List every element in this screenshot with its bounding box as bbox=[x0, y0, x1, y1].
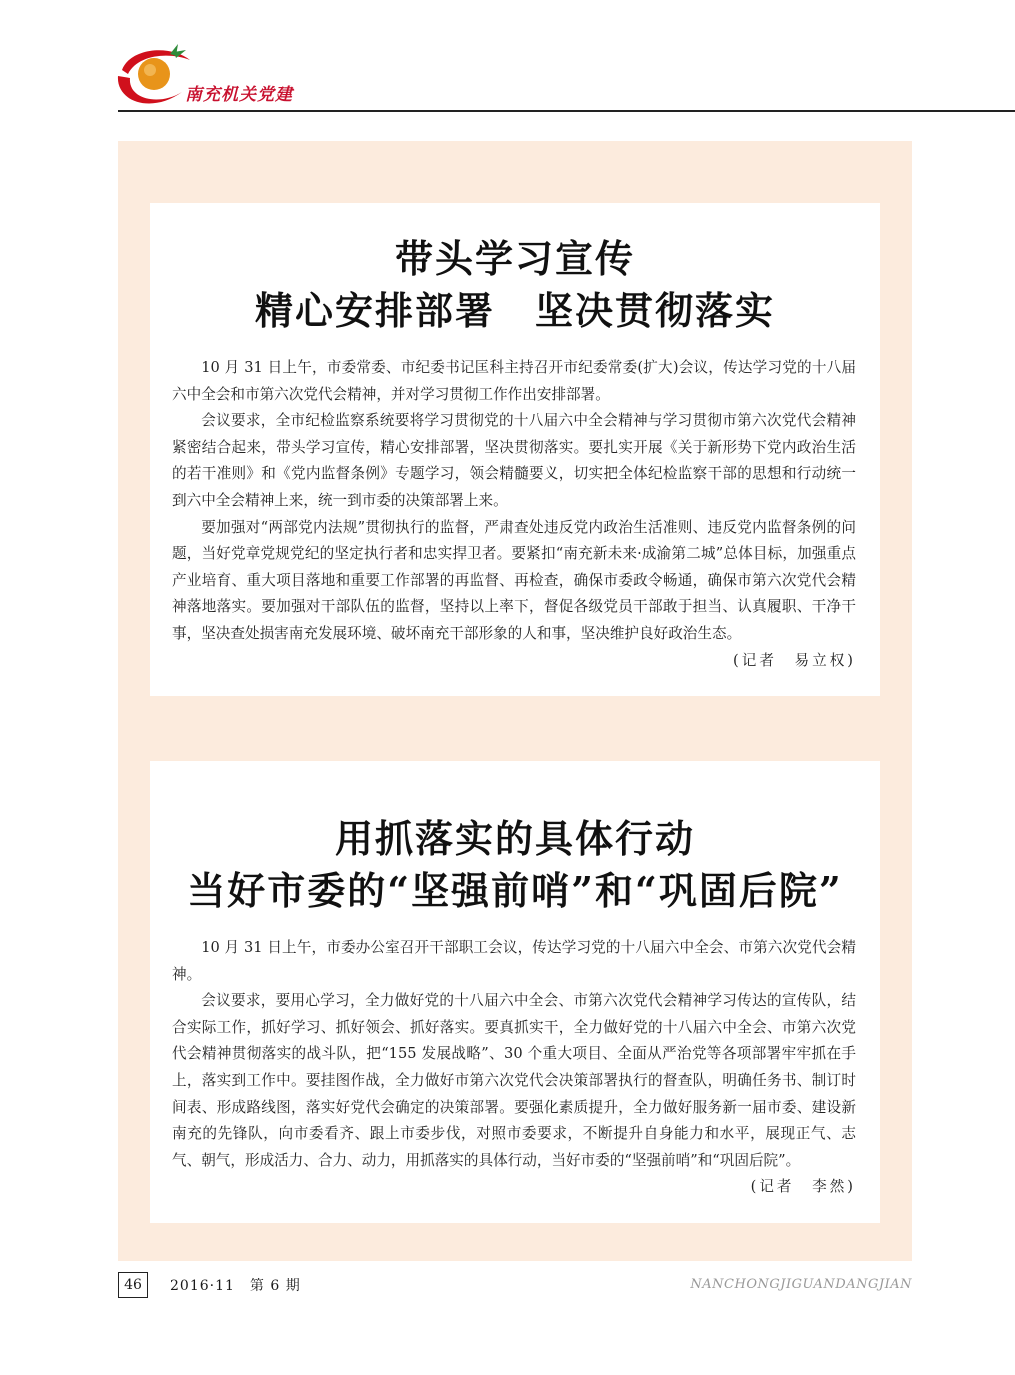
page-number: 46 bbox=[118, 1272, 148, 1298]
issue-label: 2016·11 第 6 期 bbox=[170, 1278, 301, 1294]
article-card-1 bbox=[150, 203, 880, 696]
article-1-paragraph-3-text: 要加强对“两部党内法规”贯彻执行的监督，严肃查处违反党内政治生活准则、违反党内监督条例的问题，当好党章党规党纪的坚定执行者和忠实捍卫者。要紧扣“南充新未来·成渝第二城”总体目标，加强重点产业培育、重大项目落地和重要工作部署的再监督、再检查，确保市委政令畅通，确保市第六次党代会精神落地落实。要加强对干部队伍的监督，坚持以上率下，督促各级党员干部敢于担当、认真履职、干净干事，坚决查处损害南充发展环境、破坏南充干部形象的人和事，坚决维护良好政治生态。 bbox=[172, 518, 856, 642]
globe-swoosh-logo bbox=[112, 40, 192, 114]
article-2-title-line-1: 用抓落实的具体行动 bbox=[334, 816, 695, 861]
article-1-title bbox=[150, 233, 880, 337]
article-2-title-line-2: 当好市委的“坚强前哨”和“巩固后院” bbox=[187, 868, 843, 913]
footer-brand: NANCHONGJIGUANDANGJIAN bbox=[690, 1277, 912, 1292]
article-2-paragraph-2 bbox=[172, 988, 856, 1196]
article-2-paragraph-1: 10 月 31 日上午，市委办公室召开干部职工会议，传达学习党的十八届六中全会、市第六次党代会精神。 bbox=[172, 939, 856, 983]
article-1-body bbox=[172, 355, 856, 669]
article-2-body bbox=[172, 935, 856, 1196]
article-1-title-line-2: 精心安排部署 坚决贯彻落实 bbox=[254, 288, 775, 333]
article-2-byline: (记者 李然) bbox=[750, 1178, 856, 1196]
article-1-byline: (记者 易立权) bbox=[733, 651, 856, 669]
article-1-paragraph-2: 会议要求，全市纪检监察系统要将学习贯彻党的十八届六中全会精神与学习贯彻市第六次党代会精神紧密结合起来，带头学习宣传，精心安排部署，坚决贯彻落实。要扎实开展《关于新形势下党内政治生活的若干准则》和《党内监督条例》专题学习，领会精髓要义，切实把全体纪检监察干部的思想和行动统一到六中全会精神上来，统一到市委的决策部署上来。 bbox=[172, 412, 856, 509]
header-divider bbox=[118, 110, 1015, 112]
article-1-paragraph-1: 10 月 31 日上午，市委常委、市纪委书记匡科主持召开市纪委常委(扩大)会议，传达学习党的十八届六中全会和市第六次党代会精神，并对学习贯彻工作作出安排部署。 bbox=[172, 359, 856, 403]
article-card-2 bbox=[150, 761, 880, 1223]
article-1-title-line-1: 带头学习宣传 bbox=[394, 236, 635, 281]
article-1-paragraph-3 bbox=[172, 515, 856, 669]
article-2-paragraph-2-text: 会议要求，要用心学习，全力做好党的十八届六中全会、市第六次党代会精神学习传达的宣传队，结合实际工作，抓好学习、抓好领会、抓好落实。要真抓实干，全力做好党的十八届六中全会、市第六次党代会精神贯彻落实的战斗队，把“155 发展战略”、30 个重大项目、全面从严治党等各项部署牢牢抓在手上，落实到工作中。要挂图作战，全力做好市第六次党代会决策部署执行的督查队，明确任务书、制订时间表、形成路线图，落实好党代会确定的决策部署。要强化素质提升，全力做好服务新一届市委、建设新南充的先锋队，向市委看齐、跟上市委步伐，对照市委要求，不断提升自身能力和水平，展现正气、志气、朝气，形成活力、合力、动力，用抓落实的具体行动，当好市委的“坚强前哨”和“巩固后院”。 bbox=[172, 992, 856, 1169]
article-2-title bbox=[150, 813, 880, 917]
magazine-name: 南充机关党建 bbox=[185, 85, 293, 105]
page-header bbox=[0, 0, 1015, 118]
